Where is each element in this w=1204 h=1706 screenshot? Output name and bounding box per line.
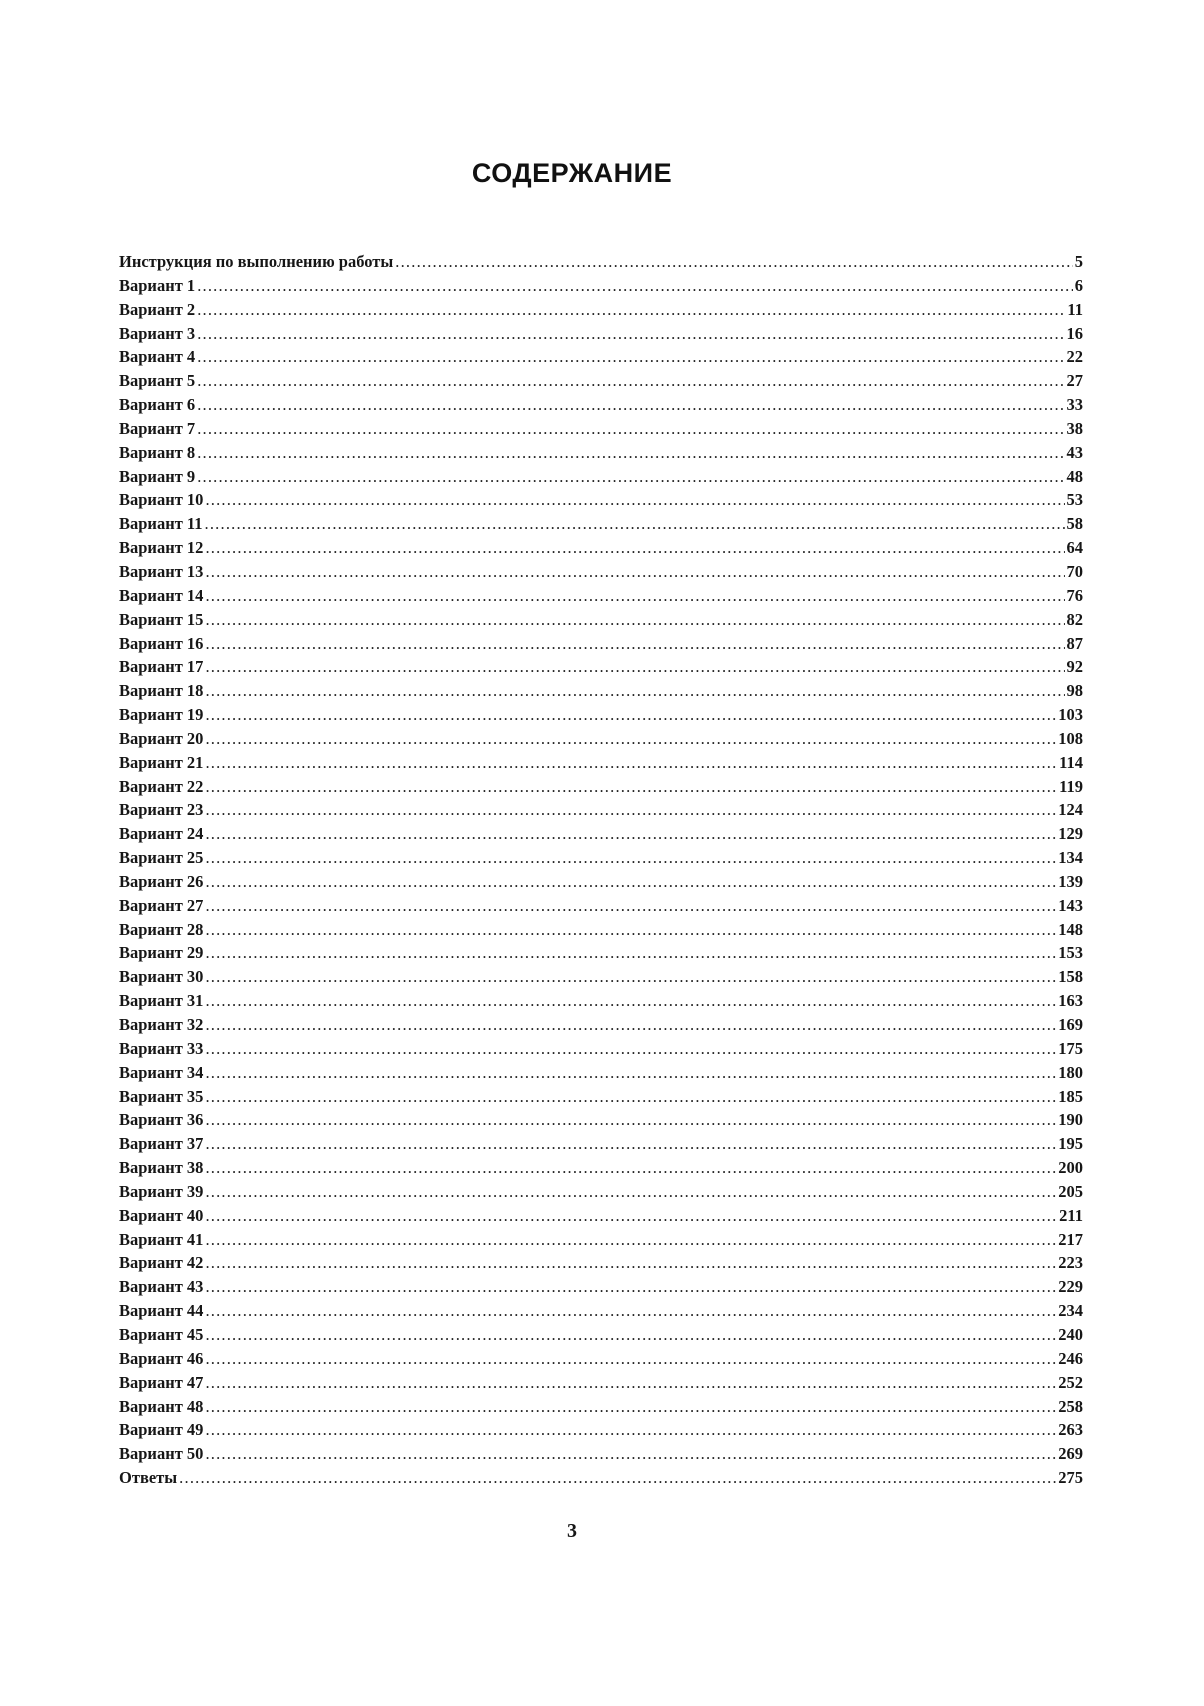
toc-entry-label: Вариант 4 xyxy=(119,347,196,367)
toc-entry-page: 180 xyxy=(1058,1062,1083,1082)
toc-entry-label: Вариант 5 xyxy=(119,371,196,391)
toc-entry[interactable] xyxy=(119,465,1083,489)
dot-leader xyxy=(197,465,1064,489)
toc-entry[interactable] xyxy=(119,560,1083,584)
toc-entry-label: Вариант 24 xyxy=(119,824,204,844)
toc-entry-page: 87 xyxy=(1066,633,1083,653)
toc-entry[interactable] xyxy=(119,703,1083,727)
toc-entry-page: 246 xyxy=(1058,1348,1083,1368)
toc-entry[interactable] xyxy=(119,1132,1083,1156)
toc-entry-label: Вариант 46 xyxy=(119,1348,204,1368)
toc-entry-label: Вариант 33 xyxy=(119,1038,204,1058)
toc-entry-page: 48 xyxy=(1066,466,1083,486)
dot-leader xyxy=(205,655,1064,679)
toc-entry-label: Инструкция по выполнению работы xyxy=(119,252,394,271)
toc-entry-label: Вариант 10 xyxy=(119,490,204,510)
toc-entry-page: 27 xyxy=(1066,371,1083,391)
dot-leader xyxy=(205,1347,1056,1371)
toc-entry-page: 6 xyxy=(1074,275,1083,295)
toc-entry[interactable] xyxy=(119,417,1083,441)
dot-leader xyxy=(205,989,1056,1013)
toc-entry-page: 263 xyxy=(1058,1420,1083,1440)
toc-entry-label: Вариант 1 xyxy=(119,275,196,295)
dot-leader xyxy=(197,393,1064,417)
toc-entry-page: 153 xyxy=(1058,943,1083,963)
toc-entry-label: Вариант 36 xyxy=(119,1110,204,1130)
dot-leader xyxy=(197,274,1073,298)
toc-entry-label: Вариант 16 xyxy=(119,633,204,653)
toc-entry[interactable] xyxy=(119,1371,1083,1395)
table-of-contents xyxy=(119,250,1083,1490)
toc-entry[interactable] xyxy=(119,1228,1083,1252)
toc-entry[interactable] xyxy=(119,250,1083,274)
dot-leader xyxy=(197,417,1064,441)
dot-leader xyxy=(205,894,1056,918)
toc-entry-label: Вариант 32 xyxy=(119,1015,204,1034)
toc-entry-page: 139 xyxy=(1058,871,1083,891)
toc-entry-page: 234 xyxy=(1058,1301,1083,1321)
toc-entry-page: 103 xyxy=(1058,705,1083,725)
toc-entry-page: 252 xyxy=(1058,1372,1083,1392)
dot-leader xyxy=(205,1156,1056,1180)
toc-entry-page: 200 xyxy=(1058,1158,1083,1178)
toc-entry-label: Вариант 27 xyxy=(119,895,204,915)
toc-entry-label: Вариант 7 xyxy=(119,418,196,438)
dot-leader xyxy=(205,1108,1056,1132)
toc-entry-label: Вариант 41 xyxy=(119,1229,204,1249)
toc-entry-page: 22 xyxy=(1066,347,1083,367)
toc-entry-page: 269 xyxy=(1058,1444,1083,1464)
toc-entry-label: Вариант 45 xyxy=(119,1324,204,1344)
toc-entry[interactable] xyxy=(119,441,1083,465)
dot-leader xyxy=(205,941,1056,965)
toc-entry-label: Вариант 47 xyxy=(119,1372,204,1392)
dot-leader xyxy=(205,1323,1056,1347)
toc-entry[interactable] xyxy=(119,608,1083,632)
toc-entry[interactable] xyxy=(119,369,1083,393)
toc-entry-page: 108 xyxy=(1058,728,1083,748)
toc-entry[interactable] xyxy=(119,1180,1083,1204)
toc-entry-label: Ответы xyxy=(119,1468,178,1488)
toc-entry-label: Вариант 14 xyxy=(119,585,204,605)
toc-entry-page: 175 xyxy=(1058,1038,1083,1058)
toc-entry[interactable] xyxy=(119,798,1083,822)
dot-leader xyxy=(205,1085,1056,1109)
toc-entry-page: 134 xyxy=(1058,848,1083,868)
dot-leader xyxy=(205,1418,1056,1442)
toc-entry-label: Вариант 29 xyxy=(119,943,204,963)
toc-entry-label: Вариант 30 xyxy=(119,967,204,987)
toc-entry-label: Вариант 19 xyxy=(119,705,204,725)
toc-entry-label: Вариант 2 xyxy=(119,299,196,319)
toc-entry-label: Вариант 50 xyxy=(119,1444,204,1464)
toc-entry-label: Вариант 42 xyxy=(119,1253,204,1273)
dot-leader xyxy=(205,608,1064,632)
toc-entry-page: 158 xyxy=(1058,967,1083,987)
dot-leader xyxy=(197,345,1064,369)
toc-entry-page: 124 xyxy=(1058,800,1083,820)
dot-leader xyxy=(205,703,1056,727)
toc-entry-page: 223 xyxy=(1058,1253,1083,1273)
toc-entry-label: Вариант 49 xyxy=(119,1420,204,1440)
toc-entry-label: Вариант 8 xyxy=(119,442,196,462)
dot-leader xyxy=(205,1228,1056,1252)
toc-entry[interactable] xyxy=(119,274,1083,298)
dot-leader xyxy=(205,1275,1056,1299)
toc-entry-page: 11 xyxy=(1067,299,1083,319)
toc-entry[interactable] xyxy=(119,1251,1083,1275)
dot-leader xyxy=(205,798,1056,822)
toc-entry-page: 53 xyxy=(1066,490,1083,510)
toc-entry-label: Вариант 38 xyxy=(119,1158,204,1178)
toc-entry-page: 92 xyxy=(1066,657,1083,677)
toc-entry-label: Вариант 28 xyxy=(119,919,204,939)
toc-entry-page: 275 xyxy=(1058,1468,1083,1488)
toc-entry-page: 70 xyxy=(1066,561,1083,581)
dot-leader xyxy=(197,298,1065,322)
toc-entry[interactable] xyxy=(119,1466,1083,1490)
toc-entry[interactable] xyxy=(119,393,1083,417)
toc-entry[interactable] xyxy=(119,1204,1083,1228)
toc-entry[interactable] xyxy=(119,1275,1083,1299)
toc-entry-page: 114 xyxy=(1059,752,1083,772)
toc-entry-page: 16 xyxy=(1066,323,1083,343)
toc-entry-page: 229 xyxy=(1058,1277,1083,1297)
toc-entry[interactable] xyxy=(119,870,1083,894)
toc-entry[interactable] xyxy=(119,1085,1083,1109)
toc-entry-page: 76 xyxy=(1066,585,1083,605)
dot-leader xyxy=(205,512,1065,536)
toc-entry-page: 98 xyxy=(1066,681,1083,701)
toc-entry[interactable] xyxy=(119,918,1083,942)
toc-entry-label: Вариант 9 xyxy=(119,466,196,486)
toc-entry[interactable] xyxy=(119,1108,1083,1132)
toc-entry[interactable] xyxy=(119,941,1083,965)
page-title: СОДЕРЖАНИЕ xyxy=(471,158,673,188)
toc-entry[interactable] xyxy=(119,655,1083,679)
dot-leader xyxy=(205,918,1056,942)
dot-leader xyxy=(205,1442,1056,1466)
toc-entry-page: 129 xyxy=(1058,824,1083,844)
toc-entry[interactable] xyxy=(119,989,1083,1013)
toc-entry-label: Вариант 20 xyxy=(119,728,204,748)
dot-leader xyxy=(205,727,1056,751)
dot-leader xyxy=(205,1061,1056,1085)
toc-entry-page: 43 xyxy=(1066,442,1083,462)
toc-entry[interactable] xyxy=(119,584,1083,608)
toc-entry[interactable] xyxy=(119,322,1083,346)
toc-entry[interactable] xyxy=(119,727,1083,751)
dot-leader xyxy=(205,1037,1056,1061)
dot-leader xyxy=(205,488,1064,512)
toc-entry-page: 195 xyxy=(1058,1134,1083,1154)
toc-entry-page: 185 xyxy=(1058,1086,1083,1106)
dot-leader xyxy=(205,751,1057,775)
dot-leader xyxy=(197,322,1064,346)
toc-entry-page: 240 xyxy=(1058,1324,1083,1344)
toc-entry-label: Вариант 39 xyxy=(119,1181,204,1201)
toc-entry-label: Вариант 6 xyxy=(119,395,196,415)
dot-leader xyxy=(205,679,1064,703)
dot-leader xyxy=(205,1299,1056,1323)
toc-entry-label: Вариант 43 xyxy=(119,1277,204,1297)
toc-entry[interactable] xyxy=(119,965,1083,989)
toc-entry-label: Вариант 40 xyxy=(119,1205,204,1225)
dot-leader xyxy=(205,584,1064,608)
toc-entry[interactable] xyxy=(119,632,1083,656)
dot-leader xyxy=(205,822,1056,846)
toc-entry[interactable] xyxy=(119,846,1083,870)
toc-entry-page: 211 xyxy=(1059,1205,1083,1225)
dot-leader xyxy=(205,1371,1056,1395)
toc-entry-label: Вариант 18 xyxy=(119,681,204,701)
toc-entry-page: 58 xyxy=(1066,514,1083,534)
toc-entry-label: Вариант 37 xyxy=(119,1134,204,1154)
toc-entry-page: 5 xyxy=(1074,252,1083,271)
dot-leader xyxy=(205,632,1064,656)
toc-entry-page: 190 xyxy=(1058,1110,1083,1130)
toc-entry-label: Вариант 23 xyxy=(119,800,204,820)
toc-entry[interactable] xyxy=(119,751,1083,775)
toc-entry-label: Вариант 21 xyxy=(119,752,204,772)
dot-leader xyxy=(197,369,1064,393)
dot-leader xyxy=(205,1132,1056,1156)
toc-entry-page: 163 xyxy=(1058,991,1083,1011)
toc-entry-label: Вариант 25 xyxy=(119,848,204,868)
dot-leader xyxy=(205,536,1064,560)
dot-leader xyxy=(205,965,1056,989)
toc-entry-label: Вариант 48 xyxy=(119,1396,204,1416)
toc-entry-label: Вариант 26 xyxy=(119,871,204,891)
toc-entry-page: 82 xyxy=(1066,609,1083,629)
dot-leader xyxy=(197,441,1064,465)
toc-entry[interactable] xyxy=(119,894,1083,918)
toc-entry[interactable] xyxy=(119,1299,1083,1323)
dot-leader xyxy=(205,1395,1056,1419)
toc-entry[interactable] xyxy=(119,1156,1083,1180)
toc-entry[interactable] xyxy=(119,775,1083,799)
toc-entry-page: 258 xyxy=(1058,1396,1083,1416)
dot-leader xyxy=(205,1251,1056,1275)
dot-leader xyxy=(205,775,1057,799)
toc-entry-page: 33 xyxy=(1066,395,1083,415)
toc-entry-label: Вариант 12 xyxy=(119,538,204,558)
toc-entry-label: Вариант 15 xyxy=(119,609,204,629)
toc-entry-label: Вариант 11 xyxy=(119,514,203,534)
toc-entry[interactable] xyxy=(119,345,1083,369)
toc-entry[interactable] xyxy=(119,1395,1083,1419)
toc-entry-label: Вариант 31 xyxy=(119,991,204,1011)
toc-entry[interactable] xyxy=(119,536,1083,560)
toc-entry-label: Вариант 3 xyxy=(119,323,196,343)
toc-entry[interactable] xyxy=(119,1013,1083,1037)
toc-entry[interactable] xyxy=(119,822,1083,846)
toc-entry-label: Вариант 35 xyxy=(119,1086,204,1106)
toc-entry[interactable] xyxy=(119,1037,1083,1061)
toc-entry-page: 169 xyxy=(1058,1015,1083,1034)
toc-entry-page: 38 xyxy=(1066,418,1083,438)
dot-leader xyxy=(395,250,1072,274)
dot-leader xyxy=(205,846,1056,870)
toc-entry-page: 205 xyxy=(1058,1181,1083,1201)
toc-entry[interactable] xyxy=(119,488,1083,512)
toc-entry[interactable] xyxy=(119,679,1083,703)
dot-leader xyxy=(179,1466,1056,1490)
toc-entry[interactable] xyxy=(119,1347,1083,1371)
toc-entry-page: 143 xyxy=(1058,895,1083,915)
toc-entry[interactable] xyxy=(119,1323,1083,1347)
dot-leader xyxy=(205,1204,1057,1228)
toc-entry-page: 119 xyxy=(1059,776,1083,796)
toc-entry-label: Вариант 34 xyxy=(119,1062,204,1082)
dot-leader xyxy=(205,870,1056,894)
page-number: 3 xyxy=(567,1520,577,1542)
toc-entry-label: Вариант 17 xyxy=(119,657,204,677)
toc-entry[interactable] xyxy=(119,512,1083,536)
dot-leader xyxy=(205,1180,1056,1204)
dot-leader xyxy=(205,560,1064,584)
toc-entry[interactable] xyxy=(119,1061,1083,1085)
toc-entry-label: Вариант 44 xyxy=(119,1301,204,1321)
dot-leader xyxy=(205,1013,1056,1037)
toc-entry[interactable] xyxy=(119,298,1083,322)
toc-entry-page: 64 xyxy=(1066,538,1083,558)
toc-entry[interactable] xyxy=(119,1442,1083,1466)
toc-entry-page: 217 xyxy=(1058,1229,1083,1249)
toc-entry[interactable] xyxy=(119,1418,1083,1442)
toc-entry-label: Вариант 22 xyxy=(119,776,204,796)
toc-entry-page: 148 xyxy=(1058,919,1083,939)
toc-entry-label: Вариант 13 xyxy=(119,561,204,581)
